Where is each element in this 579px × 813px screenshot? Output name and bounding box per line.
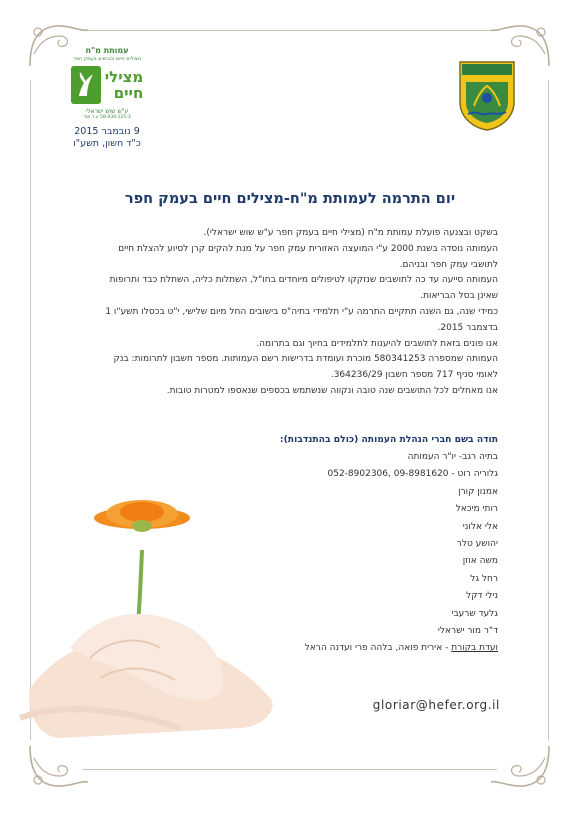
contact-email[interactable]: gloriar@hefer.org.il bbox=[372, 698, 500, 712]
logo-wordmark bbox=[105, 69, 144, 101]
org-logo bbox=[62, 66, 152, 104]
body-paragraph: בשקט ובצנעה פועלת עמותת מ"ח (מצילי חיים בעמק חפר ע"ש שוש ישראלי). bbox=[203, 228, 498, 238]
logo-registration: 58-034-125-3 ע.ר מס' bbox=[83, 115, 131, 120]
date-gregorian: 9 נובמבר 2015 bbox=[74, 126, 140, 137]
member-item: אלי אלוני bbox=[462, 521, 498, 532]
logo-word-2: חיים bbox=[113, 84, 144, 102]
body-paragraph: אנו פונים בזאת לתושבים להיענות לתלמידים בחיוך וגם בתרומה. bbox=[256, 338, 498, 349]
audit-committee-label: ועדת בקורת bbox=[451, 643, 498, 654]
org-name: עמותת מ"ח bbox=[85, 46, 129, 55]
member-item: משה אוזן bbox=[462, 556, 498, 567]
body-paragraph: העמותה שמספרה 580341253 מוכרת ועומדת בדרישות רשם העמותות. מספר חשבון לתרומות: בנק לאומי סניף 717 מספר חשבון 364236/29. bbox=[113, 354, 498, 381]
body-paragraph: העמותה נוסדה בשנת 2000 ע"י המועצה האזורית עמק חפר על מנת להקים קרן לסיוע להצלת חיים לתושבי עמק חפר ובניהם. bbox=[118, 243, 498, 270]
member-item: רותי מיכאל bbox=[455, 504, 498, 515]
org-tagline: מצילים חיים וכבישים בעמק חפר bbox=[72, 56, 142, 62]
regional-council-emblem-icon bbox=[456, 58, 518, 132]
letter-date bbox=[62, 126, 152, 150]
member-item: רחל גל bbox=[470, 573, 498, 584]
gerbera-flower-icon bbox=[94, 500, 190, 532]
frame-right-line bbox=[548, 80, 549, 740]
member-item: יהושע טלר bbox=[456, 539, 498, 550]
organization-logo-block bbox=[62, 46, 152, 150]
frame-bottom-line bbox=[82, 769, 497, 770]
frame-corner-bottom-right bbox=[487, 738, 557, 798]
member-item: גלוריה רוט - 09-8981620 ,052-8902306 bbox=[327, 469, 498, 480]
logo-subtitle: ע"ש שוש ישראלי bbox=[85, 108, 129, 115]
thanks-heading: תודה בשם חברי הנהלת העמותה (כולם בהתנדבות): bbox=[279, 434, 498, 445]
body-paragraph: העמותה סייעה עד כה לתושבים שנזקקו לטיפולים מיוחדים בחו"ל, השתלות כליה, השתלת כבד ותרופות שאינן בסל הבריאות. bbox=[109, 275, 498, 302]
letter-body bbox=[96, 226, 498, 400]
hands-with-flower-illustration bbox=[0, 488, 300, 748]
date-hebrew: כ"ד חשון, תשע"ו bbox=[73, 138, 141, 149]
member-item: ד"ר מור ישראלי bbox=[437, 626, 498, 637]
leaf-figure-icon bbox=[71, 66, 101, 104]
frame-top-line bbox=[82, 30, 497, 31]
member-item: נילי דקל bbox=[465, 591, 498, 602]
body-paragraph: כמידי שנה, גם השנה תתקיים התרמה ע"י תלמידי בתיה"ס בישובים החל מיום שלישי, י"ט בכסלו תשע"ו 1 בדצמבר 2015. bbox=[105, 306, 498, 333]
body-paragraph: אנו מאחלים לכל התושבים שנה טובה ונקווה שנשתמש בכספים שנאספו למטרות טובות. bbox=[166, 385, 498, 396]
member-item: גלעד שרעבי bbox=[451, 608, 498, 619]
page-title: יום התרמה לעמותת מ"ח-מצילים חיים בעמק חפר bbox=[124, 191, 456, 207]
member-item: אמנון קורן bbox=[458, 486, 498, 497]
member-item: בתיה רגב- יו"ר העמותה bbox=[407, 452, 498, 462]
logo-word-1: מצילי bbox=[104, 68, 144, 86]
audit-committee-names: - אירית פואה, בלהה פרי ועדנה הראל bbox=[304, 643, 452, 654]
